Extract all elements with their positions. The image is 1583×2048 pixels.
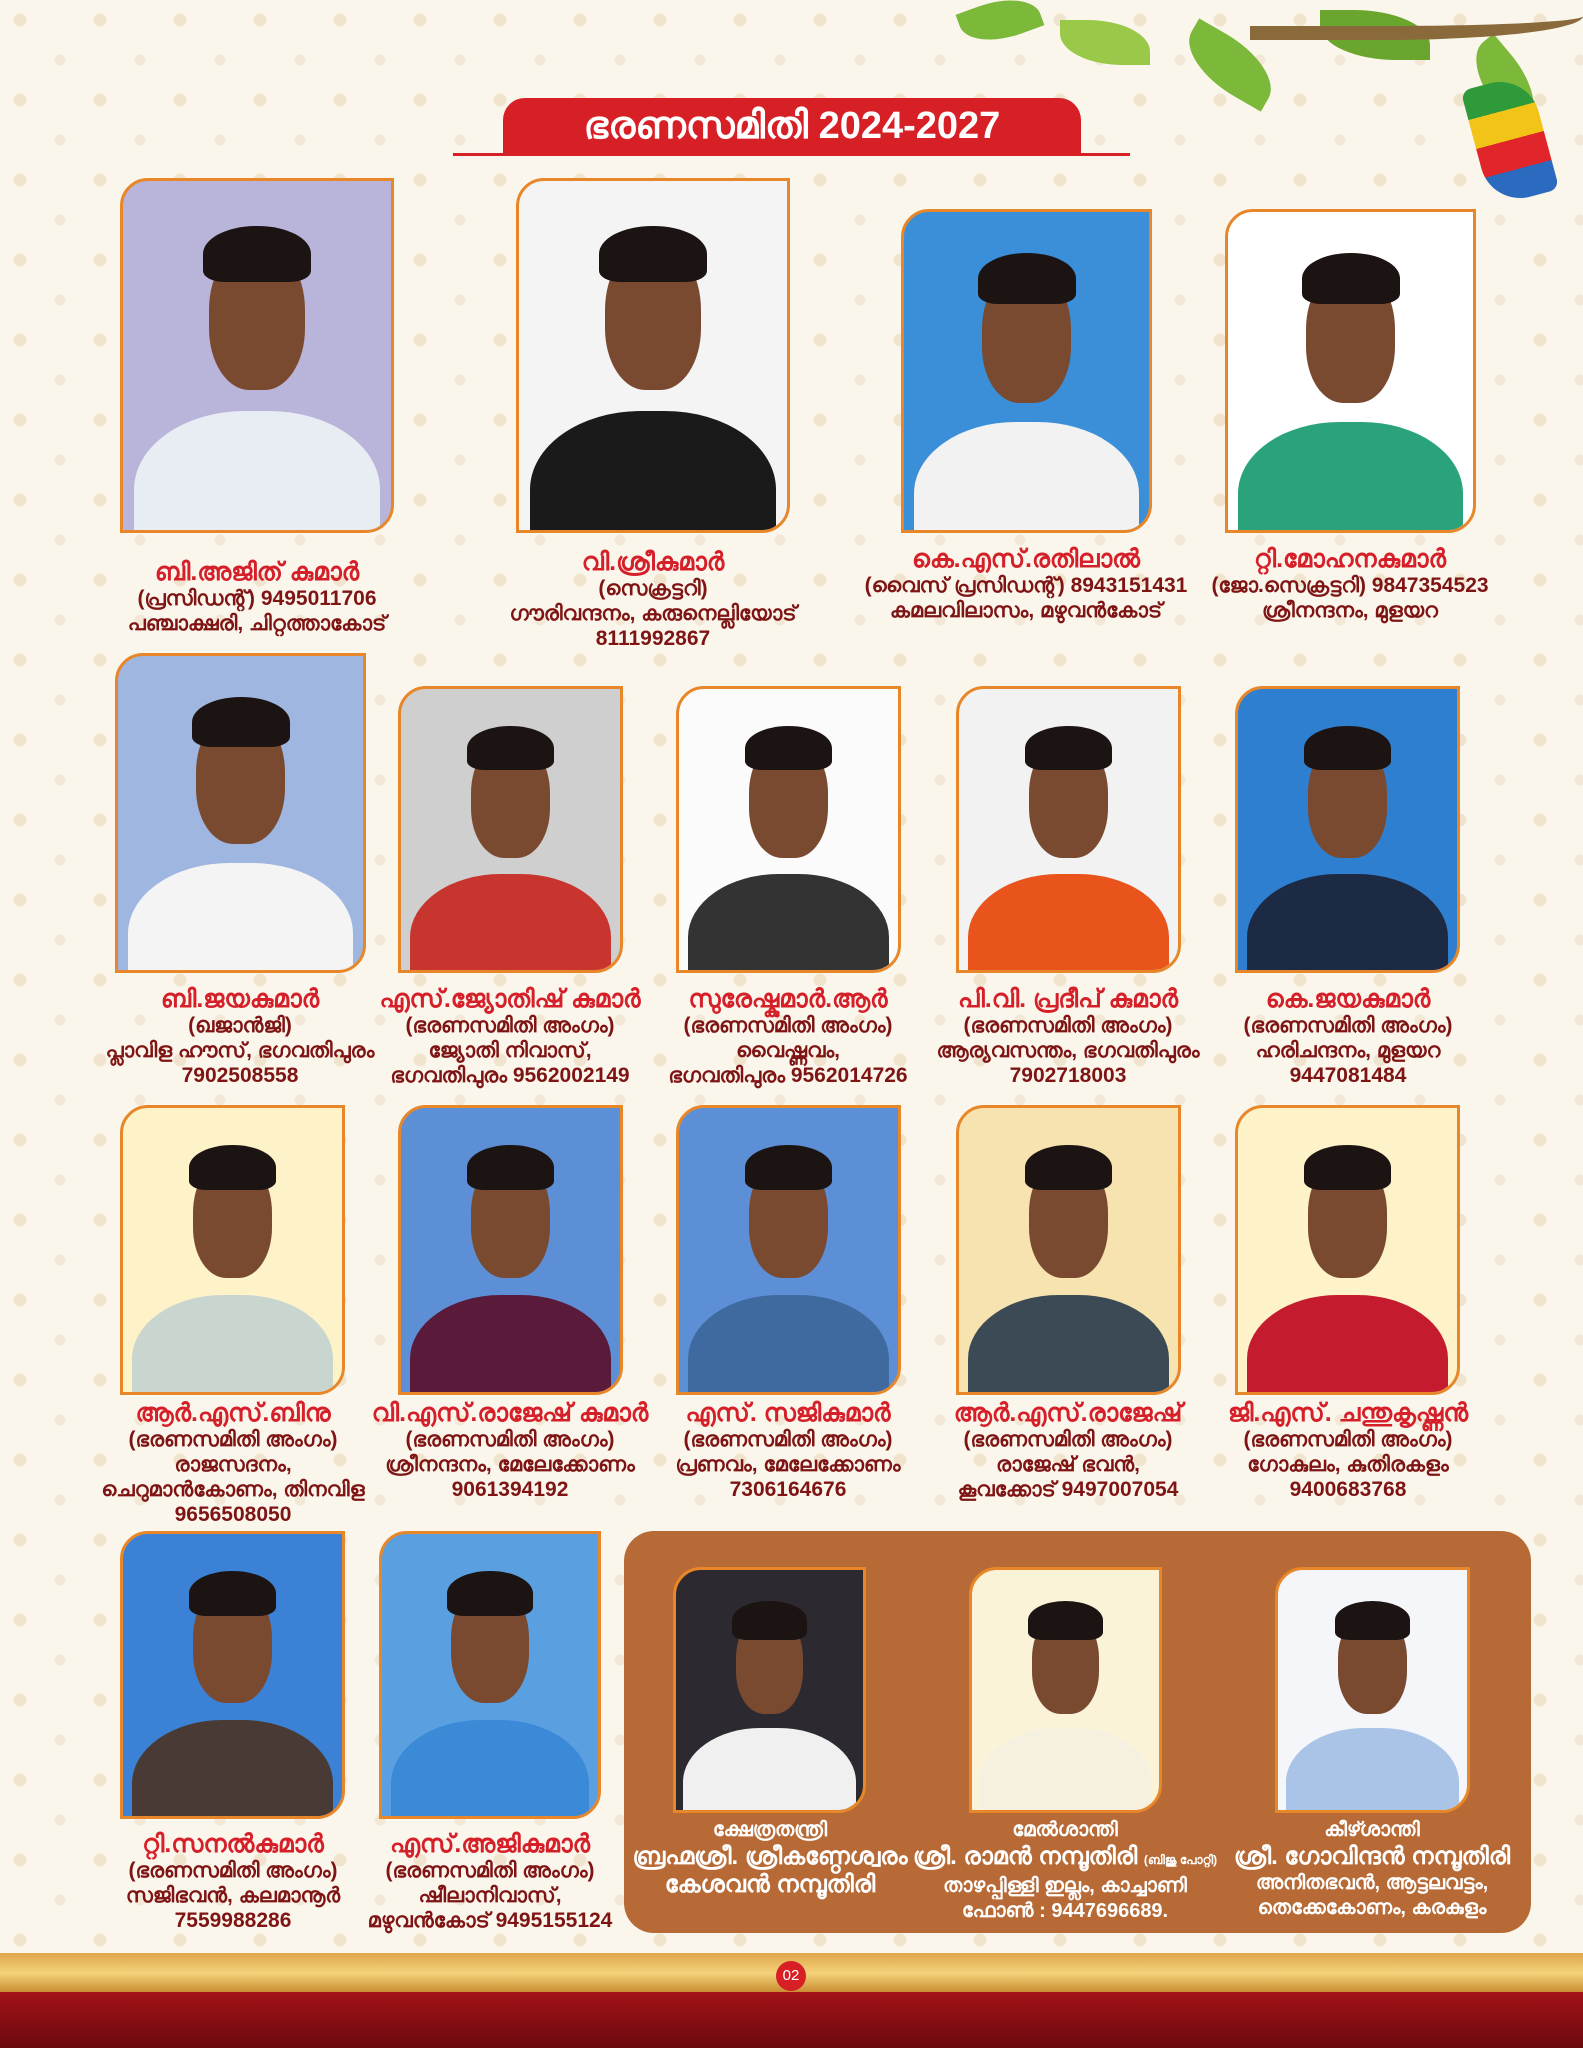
priest-name-text: കേശവൻ നമ്പൂതിരി	[664, 1871, 876, 1898]
priest-info	[1217, 1818, 1527, 1921]
priest-role: ക്ഷേത്രതന്ത്രി	[712, 1819, 828, 1841]
priest-nickname: (ബിജു പോറ്റി)	[1143, 1853, 1218, 1867]
leaf-decoration	[956, 0, 1045, 52]
priest-info	[615, 1818, 925, 1899]
hair	[978, 253, 1076, 304]
hair	[732, 1601, 807, 1639]
priest-name-text: ശ്രീ. ഗോവിന്ദൻ നമ്പൂതിരി	[1233, 1843, 1511, 1870]
member-detail: സജിഭവൻ, കലമാനൂർ	[125, 1884, 341, 1907]
member-name: ബി.ജയകുമാർ	[160, 985, 320, 1013]
member-detail: ഗോകുലം, കുതിരകളം	[1247, 1453, 1449, 1476]
hair	[467, 1145, 555, 1190]
member-detail: (ഭരണസമിതി അംഗം)	[683, 1014, 893, 1037]
member-detail: വൈഷ്ണവം,	[735, 1039, 841, 1062]
member-photo	[956, 686, 1181, 973]
branch	[1250, 0, 1583, 40]
member-detail: (പ്രസിഡന്റ്) 9495011706	[137, 587, 377, 610]
member-detail: 9400683768	[1289, 1478, 1407, 1501]
member-name: പി.വി. പ്രദീപ് കുമാർ	[958, 985, 1178, 1013]
member-detail: (വൈസ് പ്രസിഡന്റ്) 8943151431	[864, 574, 1188, 597]
member-name: ആർ.എസ്.ബിനു	[135, 1399, 331, 1427]
shoulders	[968, 1295, 1169, 1395]
member-name: ബി.അജിത് കുമാർ	[154, 558, 360, 586]
member-name: വി.ശ്രീകുമാർ	[581, 548, 725, 576]
member-detail: 7306164676	[729, 1478, 847, 1501]
member-detail: ഗൗരിവന്ദനം, കരുനെല്ലിയോട്	[509, 602, 797, 625]
member-info	[92, 558, 422, 636]
member-info	[1185, 545, 1515, 623]
member-photo	[398, 686, 623, 973]
member-detail: ഭഗവതിപുരം 9562014726	[668, 1064, 908, 1087]
member-photo	[379, 1531, 601, 1819]
shoulders	[968, 874, 1169, 973]
member-detail: പ്രണവം, മേലേക്കോണം	[675, 1453, 901, 1476]
shoulders	[132, 1295, 333, 1395]
member-photo	[516, 178, 790, 533]
member-photo	[120, 178, 394, 533]
member-detail: ജ്യോതി നിവാസ്,	[428, 1039, 592, 1062]
hair	[189, 1145, 277, 1190]
member-detail: (ഭരണസമിതി അംഗം)	[683, 1428, 893, 1451]
member-detail: പ്ലാവിള ഹൗസ്, ഭഗവതിപുരം	[105, 1039, 375, 1062]
member-detail: ചെറുമാൻകോണം, തിനവിള	[101, 1478, 365, 1501]
priest-name	[1217, 1843, 1527, 1871]
member-detail: (ഭരണസമിതി അംഗം)	[128, 1428, 338, 1451]
member-name: കെ.എസ്.രതിലാൽ	[911, 545, 1141, 573]
member-detail: (ഭരണസമിതി അംഗം)	[128, 1859, 338, 1882]
member-detail: കൂവക്കോട് 9497007054	[957, 1478, 1179, 1501]
shoulders	[410, 1295, 611, 1395]
member-info	[1183, 1399, 1513, 1502]
shoulders	[688, 1295, 889, 1395]
priest-detail: തെക്കേകോണം, കരകുളം	[1257, 1897, 1487, 1919]
priest-name	[910, 1843, 1220, 1874]
shoulders	[1286, 1728, 1460, 1813]
shoulders	[914, 422, 1139, 533]
member-photo	[1225, 209, 1476, 533]
priest-detail: അനിതഭവൻ, ആട്ടലവട്ടം,	[1255, 1872, 1489, 1894]
priest-role: കീഴ്ശാന്തി	[1324, 1819, 1420, 1841]
hair	[745, 1145, 833, 1190]
member-detail: ശ്രീനന്ദനം, മുളയറ	[1262, 599, 1438, 622]
member-photo	[120, 1531, 345, 1819]
shoulders	[530, 411, 777, 533]
hair	[203, 226, 310, 282]
hair	[447, 1571, 533, 1616]
hair	[745, 726, 833, 771]
member-photo	[676, 1105, 901, 1395]
member-photo	[676, 686, 901, 973]
priest-name	[615, 1871, 925, 1899]
member-photo	[115, 653, 366, 973]
shoulders	[683, 1728, 855, 1813]
priest-photo	[969, 1567, 1162, 1813]
member-photo	[398, 1105, 623, 1395]
priest-name-text: ബ്രഹ്മശ്രീ. ശ്രീകണ്ഠേശ്വരം	[632, 1843, 908, 1870]
hair	[1302, 253, 1400, 304]
footer-band-dark	[0, 1992, 1583, 2048]
member-detail: (ഭരണസമിതി അംഗം)	[963, 1014, 1173, 1037]
member-detail: (ഭരണസമിതി അംഗം)	[405, 1428, 615, 1451]
hair	[1028, 1601, 1103, 1639]
shoulders	[128, 863, 353, 973]
member-photo	[120, 1105, 345, 1395]
priest-role: മേൽശാന്തി	[1012, 1819, 1118, 1841]
member-name: ആർ.എസ്.രാജേഷ്	[953, 1399, 1183, 1427]
member-detail: 7902508558	[181, 1064, 299, 1087]
member-info	[488, 548, 818, 651]
member-detail: രാജേഷ് ഭവൻ,	[995, 1453, 1140, 1476]
priest-name-text: ശ്രീ. രാമൻ നമ്പൂതിരി	[912, 1843, 1138, 1870]
priest-photo	[673, 1567, 866, 1813]
member-detail: ശ്രീനന്ദനം, മേലേക്കോണം	[385, 1453, 635, 1476]
member-detail: (സെക്രട്ടറി)	[598, 577, 708, 600]
member-detail: 8111992867	[595, 627, 711, 650]
member-detail: (ഭരണസമിതി അംഗം)	[1243, 1014, 1453, 1037]
member-detail: ഷീലാനിവാസ്,	[418, 1884, 562, 1907]
title-underline	[453, 153, 1130, 156]
member-info	[861, 545, 1191, 623]
member-detail: (ഖജാൻജി)	[188, 1014, 292, 1037]
priest-detail: ഫോൺ : 9447696689.	[961, 1900, 1169, 1922]
priest-name	[615, 1843, 925, 1871]
member-name: കെ.ജയകുമാർ	[1265, 985, 1431, 1013]
hair	[1025, 726, 1113, 771]
shoulders	[1247, 874, 1448, 973]
member-detail: പഞ്ചാക്ഷരി, ചിറ്റത്താകോട്	[127, 612, 387, 635]
member-name: ജി.എസ്. ചന്തുകൃഷ്ണൻ	[1227, 1399, 1469, 1427]
member-photo	[956, 1105, 1181, 1395]
member-detail: (ഭരണസമിതി അംഗം)	[405, 1014, 615, 1037]
hair	[467, 726, 555, 771]
priest-photo	[1275, 1567, 1470, 1813]
hair	[1025, 1145, 1113, 1190]
page-title: ഭരണസമിതി 2024-2027	[503, 98, 1081, 154]
shoulders	[1247, 1295, 1448, 1395]
member-name: വി.എസ്.രാജേഷ് കുമാർ	[371, 1399, 649, 1427]
shoulders	[688, 874, 889, 973]
member-detail: മഴുവൻകോട് 9495155124	[367, 1909, 613, 1932]
member-name: എസ്.ജ്യോതിഷ് കുമാർ	[379, 985, 641, 1013]
member-detail: (ജോ.സെക്രട്ടറി) 9847354523	[1211, 574, 1489, 597]
member-detail: (ഭരണസമിതി അംഗം)	[1243, 1428, 1453, 1451]
hair	[189, 1571, 277, 1616]
priest-detail: താഴപ്പിള്ളി ഇല്ലം, കാച്ചാണി	[943, 1875, 1187, 1897]
shoulders	[1238, 422, 1463, 533]
shoulders	[134, 411, 381, 533]
member-detail: ഭഗവതിപുരം 9562002149	[390, 1064, 630, 1087]
hair	[599, 226, 706, 282]
hair	[1304, 1145, 1392, 1190]
member-detail: 9447081484	[1289, 1064, 1407, 1087]
member-detail: കമലവിലാസം, മഴുവൻകോട്	[889, 599, 1163, 622]
hair	[1304, 726, 1392, 771]
member-photo	[1235, 686, 1460, 973]
member-detail: (ഭരണസമിതി അംഗം)	[963, 1428, 1173, 1451]
member-detail: രാജസദനം,	[174, 1453, 292, 1476]
member-detail: 7559988286	[174, 1909, 292, 1932]
member-name: എസ്.അജികുമാർ	[389, 1830, 591, 1858]
member-detail: 7902718003	[1009, 1064, 1127, 1087]
shoulders	[132, 1720, 333, 1819]
shoulders	[410, 874, 611, 973]
shoulders	[391, 1720, 590, 1819]
member-photo	[901, 209, 1152, 533]
flag-decoration	[1461, 73, 1560, 207]
priest-info	[910, 1818, 1220, 1924]
hair	[192, 697, 290, 747]
member-info	[1183, 985, 1513, 1088]
shoulders	[979, 1728, 1151, 1813]
hair	[1335, 1601, 1411, 1639]
member-name: റ്റി.സനൽകുമാർ	[142, 1830, 324, 1858]
member-detail: (ഭരണസമിതി അംഗം)	[385, 1859, 595, 1882]
member-detail: 9061394192	[451, 1478, 569, 1501]
member-name: എസ്. സജികുമാർ	[685, 1399, 891, 1427]
member-photo	[1235, 1105, 1460, 1395]
member-name: സുരേഷ്കുമാർ.ആർ	[688, 985, 888, 1013]
member-detail: ഹരിചന്ദനം, മുളയറ	[1255, 1039, 1441, 1062]
member-detail: ആര്യവസന്തം, ഭഗവതിപുരം	[936, 1039, 1200, 1062]
page-number: 02	[776, 1961, 806, 1991]
member-detail: 9656508050	[174, 1503, 292, 1526]
member-info	[325, 1830, 655, 1933]
leaf-decoration	[1060, 20, 1150, 65]
member-name: റ്റി.മോഹനകുമാർ	[1254, 545, 1446, 573]
